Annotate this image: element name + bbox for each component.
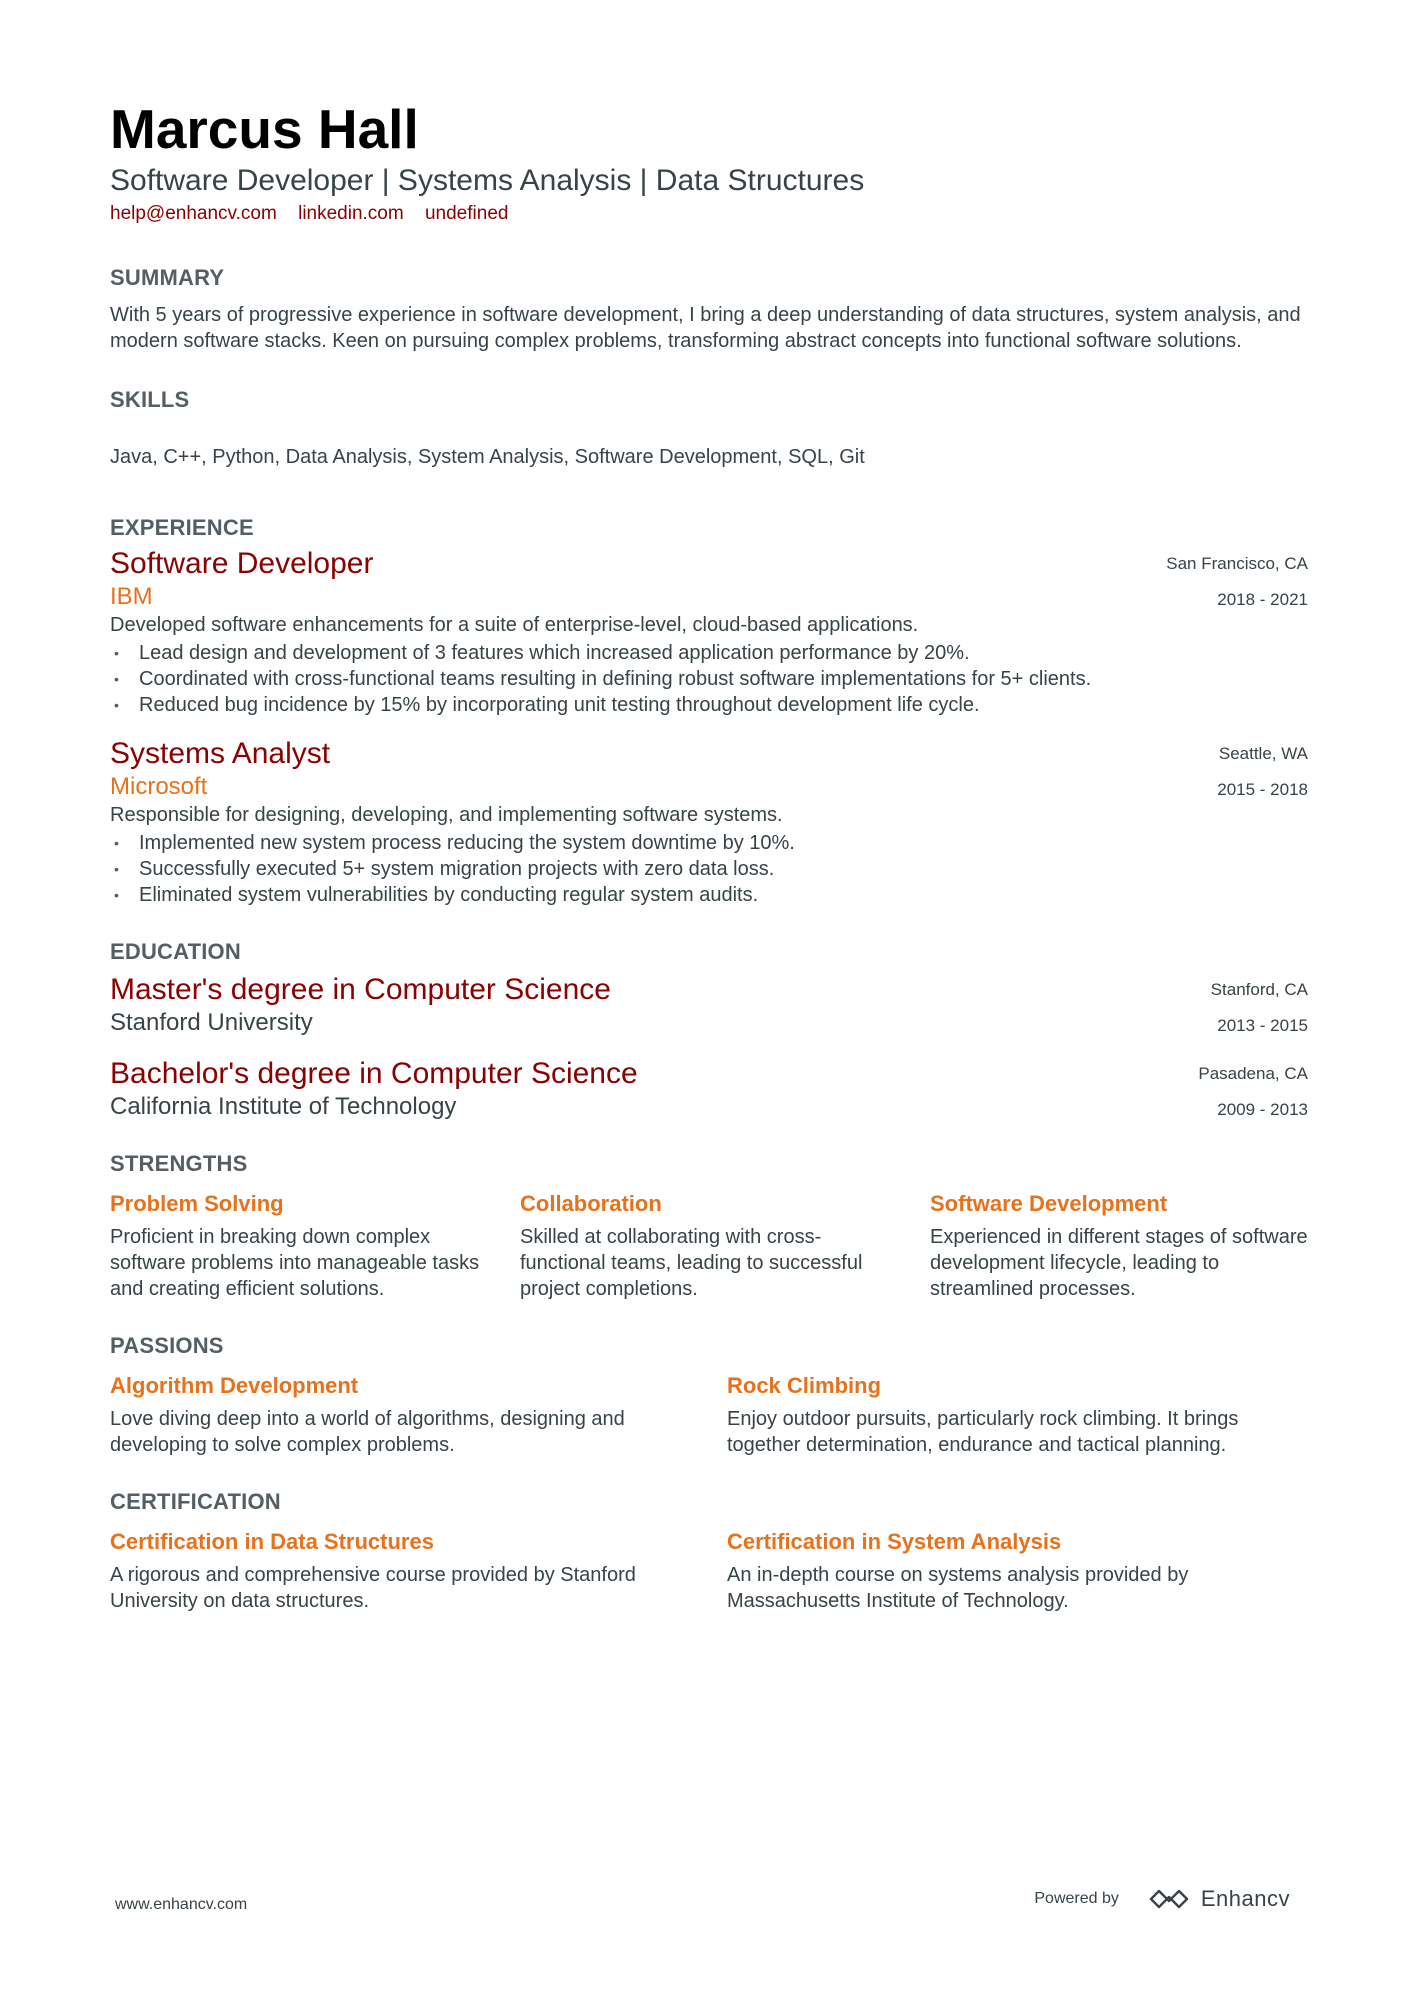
education-meta	[1211, 972, 1308, 1044]
email-link[interactable]: help@enhancv.com	[110, 203, 277, 224]
school-name: California Institute of Technology	[110, 1093, 457, 1120]
passion-card	[110, 1372, 691, 1458]
job-company: Microsoft	[110, 773, 208, 800]
degree-title: Bachelor's degree in Computer Science	[110, 1057, 638, 1090]
certification-heading: CERTIFICATION	[110, 1489, 281, 1514]
summary-text: With 5 years of progressive experience in software development, I bring a deep understanding of data structures, system analysis, and modern software stacks. Keen on pursuing complex problems, transforming abstract concepts into functional software solutions.	[110, 304, 1301, 352]
job-dates: 2015 - 2018	[1217, 780, 1308, 799]
certification-title: Certification in System Analysis	[727, 1529, 1062, 1554]
skills-text: Java, C++, Python, Data Analysis, System Analysis, Software Development, SQL, Git	[110, 446, 865, 468]
education-location: Pasadena, CA	[1198, 1064, 1308, 1083]
strength-card	[520, 1190, 898, 1302]
linkedin-link[interactable]: linkedin.com	[298, 203, 404, 224]
experience-entry	[110, 546, 1308, 718]
strength-card	[930, 1190, 1308, 1302]
footer-website[interactable]: www.enhancv.com	[115, 1896, 248, 1913]
bullet-icon: •	[114, 697, 119, 713]
education-dates: 2009 - 2013	[1217, 1100, 1308, 1119]
summary-section	[110, 264, 1308, 354]
footer-branding[interactable]	[1034, 1886, 1290, 1912]
list-item: • Successfully executed 5+ system migration projects with zero data loss.	[114, 858, 775, 880]
list-item: • Reduced bug incidence by 15% by incorporating unit testing throughout development life cycle.	[114, 694, 980, 716]
job-bullets	[110, 640, 1308, 718]
job-meta	[1166, 546, 1308, 618]
candidate-title: Software Developer | Systems Analysis | Data Structures	[110, 164, 865, 197]
job-role: Systems Analyst	[110, 737, 331, 770]
job-company: IBM	[110, 583, 153, 610]
certification-text: A rigorous and comprehensive course provided by Stanford University on data structures.	[110, 1564, 636, 1612]
strength-title: Collaboration	[520, 1191, 662, 1216]
passions-grid	[110, 1372, 1308, 1458]
job-description: Developed software enhancements for a suite of enterprise-level, cloud-based applications.	[110, 614, 919, 636]
passion-text: Enjoy outdoor pursuits, particularly rock climbing. It brings together determination, endurance and tactical planning.	[727, 1408, 1239, 1456]
strength-text: Experienced in different stages of software development lifecycle, leading to streamlined processes.	[930, 1226, 1308, 1300]
strength-text: Proficient in breaking down complex software problems into manageable tasks and creating efficient solutions.	[110, 1226, 480, 1300]
passion-text: Love diving deep into a world of algorithms, designing and developing to solve complex problems.	[110, 1408, 625, 1456]
job-meta	[1217, 736, 1308, 808]
job-description: Responsible for designing, developing, and implementing software systems.	[110, 804, 783, 826]
candidate-name: Marcus Hall	[110, 98, 419, 160]
bullet-icon: •	[114, 671, 119, 687]
experience-heading: EXPERIENCE	[110, 515, 254, 540]
certification-card	[110, 1528, 691, 1614]
strengths-section	[110, 1150, 1308, 1302]
summary-heading: SUMMARY	[110, 265, 225, 290]
strength-title: Software Development	[930, 1191, 1168, 1216]
degree-title: Master's degree in Computer Science	[110, 973, 611, 1006]
resume-header	[110, 96, 1308, 226]
certification-title: Certification in Data Structures	[110, 1529, 434, 1554]
job-dates: 2018 - 2021	[1217, 590, 1308, 609]
passion-title: Rock Climbing	[727, 1373, 882, 1398]
school-name: Stanford University	[110, 1009, 313, 1036]
job-location: Seattle, WA	[1218, 744, 1308, 763]
strength-card	[110, 1190, 488, 1302]
certification-grid	[110, 1528, 1308, 1614]
certification-text: An in-depth course on systems analysis provided by Massachusetts Institute of Technology.	[727, 1564, 1189, 1612]
skills-section	[110, 386, 1308, 470]
education-entry	[110, 972, 1308, 1038]
passion-card	[727, 1372, 1308, 1458]
passions-section	[110, 1332, 1308, 1458]
list-item: • Implemented new system process reducing the system downtime by 10%.	[114, 832, 795, 854]
education-entry	[110, 1056, 1308, 1122]
education-heading: EDUCATION	[110, 939, 241, 964]
list-item: • Lead design and development of 3 features which increased application performance by 20%.	[114, 642, 970, 664]
list-item: • Coordinated with cross-functional teams resulting in defining robust software implementations for 5+ clients.	[114, 668, 1092, 690]
passion-title: Algorithm Development	[110, 1373, 359, 1398]
enhancv-logo-icon	[1147, 1887, 1191, 1911]
bullet-icon: •	[114, 835, 119, 851]
bullet-icon: •	[114, 887, 119, 903]
resume-page	[110, 96, 1308, 1614]
job-location: San Francisco, CA	[1166, 554, 1308, 573]
experience-entry	[110, 736, 1308, 908]
skills-heading: SKILLS	[110, 387, 190, 412]
powered-by-label: Powered by	[1034, 1890, 1119, 1907]
list-item: • Eliminated system vulnerabilities by conducting regular system audits.	[114, 884, 759, 906]
bullet-icon: •	[114, 861, 119, 877]
strength-text: Skilled at collaborating with cross-functional teams, leading to successful project completions.	[520, 1226, 863, 1300]
education-dates: 2013 - 2015	[1217, 1016, 1308, 1035]
brand-name: Enhancv	[1200, 1886, 1290, 1911]
certification-section	[110, 1488, 1308, 1614]
job-bullets	[110, 830, 1308, 908]
bullet-icon: •	[114, 645, 119, 661]
website-link[interactable]: undefined	[424, 203, 509, 224]
strength-title: Problem Solving	[110, 1191, 284, 1216]
experience-section	[110, 514, 1308, 908]
education-location: Stanford, CA	[1210, 980, 1308, 999]
strengths-grid	[110, 1190, 1308, 1302]
education-meta	[1198, 1056, 1308, 1128]
job-role: Software Developer	[110, 547, 374, 580]
certification-card	[727, 1528, 1308, 1614]
passions-heading: PASSIONS	[110, 1333, 224, 1358]
contact-links	[110, 202, 1308, 226]
education-section	[110, 938, 1308, 1122]
strengths-heading: STRENGTHS	[110, 1151, 248, 1176]
